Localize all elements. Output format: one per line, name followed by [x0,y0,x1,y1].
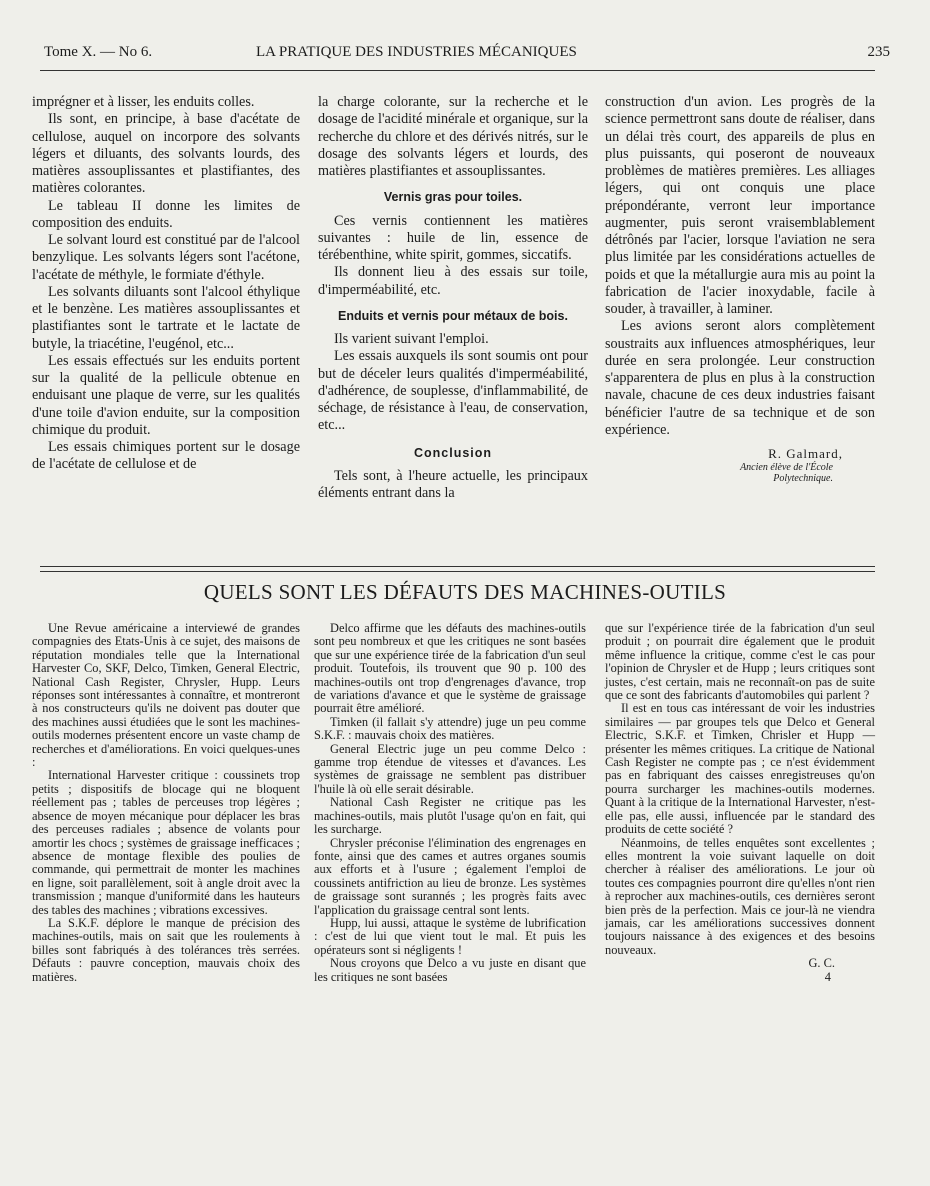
page-number: 235 [867,44,890,60]
paragraph: La S.K.F. déplore le manque de précision des machines-outils, mais on sait que les roulements à billes sont fabriqués à des tolérances très serrées. Défauts : pauvre conception, mauvais choix des matières. [32,915,300,984]
section-heading: Vernis gras pour toiles. [383,190,523,205]
paragraph: Le tableau II donne les limites de composition des enduits. [32,197,300,231]
paragraph: Tels sont, à l'heure actuelle, les principaux éléments entrant dans la [318,467,588,501]
author-affiliation: Polytechnique. [773,473,833,485]
paragraph: Hupp, lui aussi, attaque le système de lubrification : c'est de lui que vient tout le mal. Et puis les opérateurs sont si négligents ! [314,915,586,957]
paragraph: Il est en tous cas intéressant de voir les industries similaires — par groupes tels que Delco et General Electric, S.K.F. et Timken, Chrisler et Hupp — présenter les mêmes critiques. La critique de National Cash Register ne compte pas ; ce n'est évidemment pas en fabriquant des caisses enregistreuses qu'on pourra surcharger les machines-outils modernes. Quant à la critique de la International Harvester, n'est-elle pas, elle aussi, influencée par le standard des produits de cette société ? [605,701,875,837]
paragraph: Le solvant lourd est constitué par de l'alcool benzylique. Les solvants légers sont l'acétone, l'acétate de méthyle, le formiate d'éthyle. [32,232,300,283]
author-affiliation: Ancien élève de l'École [740,462,833,474]
paragraph: imprégner et à lisser, les enduits colles. [32,94,255,110]
paragraph: Ces vernis contiennent les matières suivantes : huile de lin, essence de térébenthine, white spirit, gommes, siccatifs. [318,212,588,263]
paragraph: la charge colorante, sur la recherche et le dosage de l'acidité minérale et organique, sur la recherche du chlore et des dérivés nitrés, sur le dosage des solvants légers et lourds, des matières plastifiantes et assouplissantes. [318,94,588,179]
paragraph: Les solvants diluants sont l'alcool éthylique et le benzène. Les matières assouplissantes et plastifiantes sont le tartrate et le lactate de butyle, la triacétine, l'eugénol, etc... [32,283,300,352]
header-rule [40,70,875,71]
paragraph: construction d'un avion. Les progrès de la science permettront sans doute de réaliser, dans un délai très court, des appareils de plus en plus puissants, qui poseront de nouveaux problèmes de matières premières. Les alliages légers, qui ont conquis une place prépondérante, verront leur importance augmenter, puis seront vraisemblablement détrônés par l'acier, lorsque l'aviation ne sera plus limitée par les considérations actuelles de poids et que la métallurgie aura mis au point la fabrication de l'acier inoxydable, facile à souder, à travailler, à laminer. [605,94,875,317]
paragraph: Une Revue américaine a interviewé de grandes compagnies des Etats-Unis à ce sujet, des maisons de réputation mondiales telle que la International Harvester Co, SKF, Delco, Timken, General Electric, National Cash Register, Chrysler, Hupp. Leurs réponses sont intéressantes à connaître, et montreront à nos constructeurs qu'ils ne doivent pas douter que des machines aussi étudiées que le sont les machines-outils modernes présentent encore un vaste champ de recherches et d'améliorations. En voici quelques-unes : [32,621,300,770]
paragraph: Ils varient suivant l'emploi. [334,331,489,347]
paragraph: International Harvester critique : coussinets trop petits ; dispositifs de blocage qui ne bloquent réellement pas ; tables de perceuses trop légères ; absence de moyen mécanique pour déplacer les bras des perceuses radiales ; absence de volants pour amortir les chocs ; systèmes de graissage inefficaces ; absence de montage flexible des poulies de commande, qui permettrait de monter les machines en ligne, soit parallèlement, soit à angle droit avec la transmission ; manque d'uniformité dans les hauteurs des tables des machines ; vibrations excessives. [32,768,300,917]
paragraph: Delco affirme que les défauts des machines-outils sont peu nombreux et que les critiques ne sont basées que sur une expérience tirée de la fabrication d'un seul produit. Toutefois, ils trouvent que 90 p. 100 des machines-outils ont trop d'engrenages d'avance, trop de variations d'avance et que le système de graissage pourrait être amélioré. [314,621,586,716]
journal-title: LA PRATIQUE DES INDUSTRIES MÉCANIQUES [256,44,577,60]
section-divider [40,566,875,572]
section-heading: Enduits et vernis pour métaux de bois. [338,308,568,323]
article-column-1 [32,622,300,984]
article-column-2 [314,622,586,984]
paragraph: Les essais chimiques portent sur le dosage de l'acétate de cellulose et de [32,439,300,473]
paragraph: Les essais effectués sur les enduits portent sur la qualité de la pellicule obtenue en enduisant une plaque de verre, sur les qualités d'une toile d'avion enduite, sur la composition chimique du produit. [32,352,300,438]
paragraph: Timken (il fallait s'y attendre) juge un peu comme S.K.F. : mauvais choix des matières. [314,714,586,743]
paragraph: Néanmoins, de telles enquêtes sont excellentes ; elles montrent la voie suivant laquelle on doit chercher à réaliser des améliorations. Le jour où toutes ces compagnies pourront dire qu'elles n'ont rien à reprocher aux machines-outils, ces dernières seront bien près de la perfection. Mais ce jour-là ne viendra jamais, car les améliorations successives donnent toujours naissance à des exigences et des besoins nouveaux. [605,835,875,957]
volume-issue: Tome X. — No 6. [44,44,153,60]
section-heading: Conclusion [413,445,493,460]
author-signature [605,445,875,484]
paragraph: Chrysler préconise l'élimination des engrenages en fonte, ainsi que des cames et autres organes soumis aux efforts et à l'usure ; également l'emploi de coussinets antifriction au lieu de bronze. Les systèmes de graissage sont surannés ; les progrès faits avec l'application du graissage central sont lents. [314,835,586,917]
article-title: QUELS SONT LES DÉFAUTS DES MACHINES-OUTILS [203,580,727,604]
top-column-1 [32,94,300,474]
paragraph: Nous croyons que Delco a vu juste en disant que les critiques ne sont basées [314,956,586,984]
paragraph: Les avions seront alors complètement soustraits aux influences atmosphériques, leur durée en sera prolongée. Leur construction s'apparentera de plus en plus à la construction navale, chacune de ces deux industries faisant bénéficier l'autre de sa technique et de son expérience. [605,318,875,438]
paragraph: National Cash Register ne critique pas les machines-outils, mais plutôt l'usage qu'on en fait, qui les surcharge. [314,795,586,837]
article-author: G. C. [808,956,835,971]
author-name: R. Galmard, [768,446,843,461]
top-column-2 [318,94,588,502]
signature-mark: 4 [824,969,831,984]
article-column-3 [605,622,875,984]
paragraph: que sur l'expérience tirée de la fabrication d'un seul produit ; on pourrait dire également que le produit même influence la critique, comme c'est le cas pour l'opinion de Chrysler et de Hupp ; leurs critiques sont justes, c'est certain, mais ne reconnaît-on pas de suite que ce sont des fabricants d'automobiles qui parlent ? [605,621,875,703]
paragraph: Les essais auxquels ils sont soumis ont pour but de déceler leurs qualités d'imperméabilité, d'adhérence, de souplesse, d'inflammabilité, de séchage, de résistance à l'eau, de conservation, etc... [318,348,588,434]
paragraph: General Electric juge un peu comme Delco : gamme trop étendue de vitesses et d'avances. Les systèmes de graissage ne semblent pas distribuer l'huile là où elle serait désirable. [314,741,586,796]
paragraph: Ils donnent lieu à des essais sur toile, d'imperméabilité, etc. [318,264,588,298]
top-column-3 [605,94,875,484]
paragraph: Ils sont, en principe, à base d'acétate de cellulose, auquel on incorpore des solvants légers et diluants, des solvants lourds, des matières assouplissantes et plastifiantes, des matières colorantes. [32,111,300,197]
running-header [44,44,890,64]
